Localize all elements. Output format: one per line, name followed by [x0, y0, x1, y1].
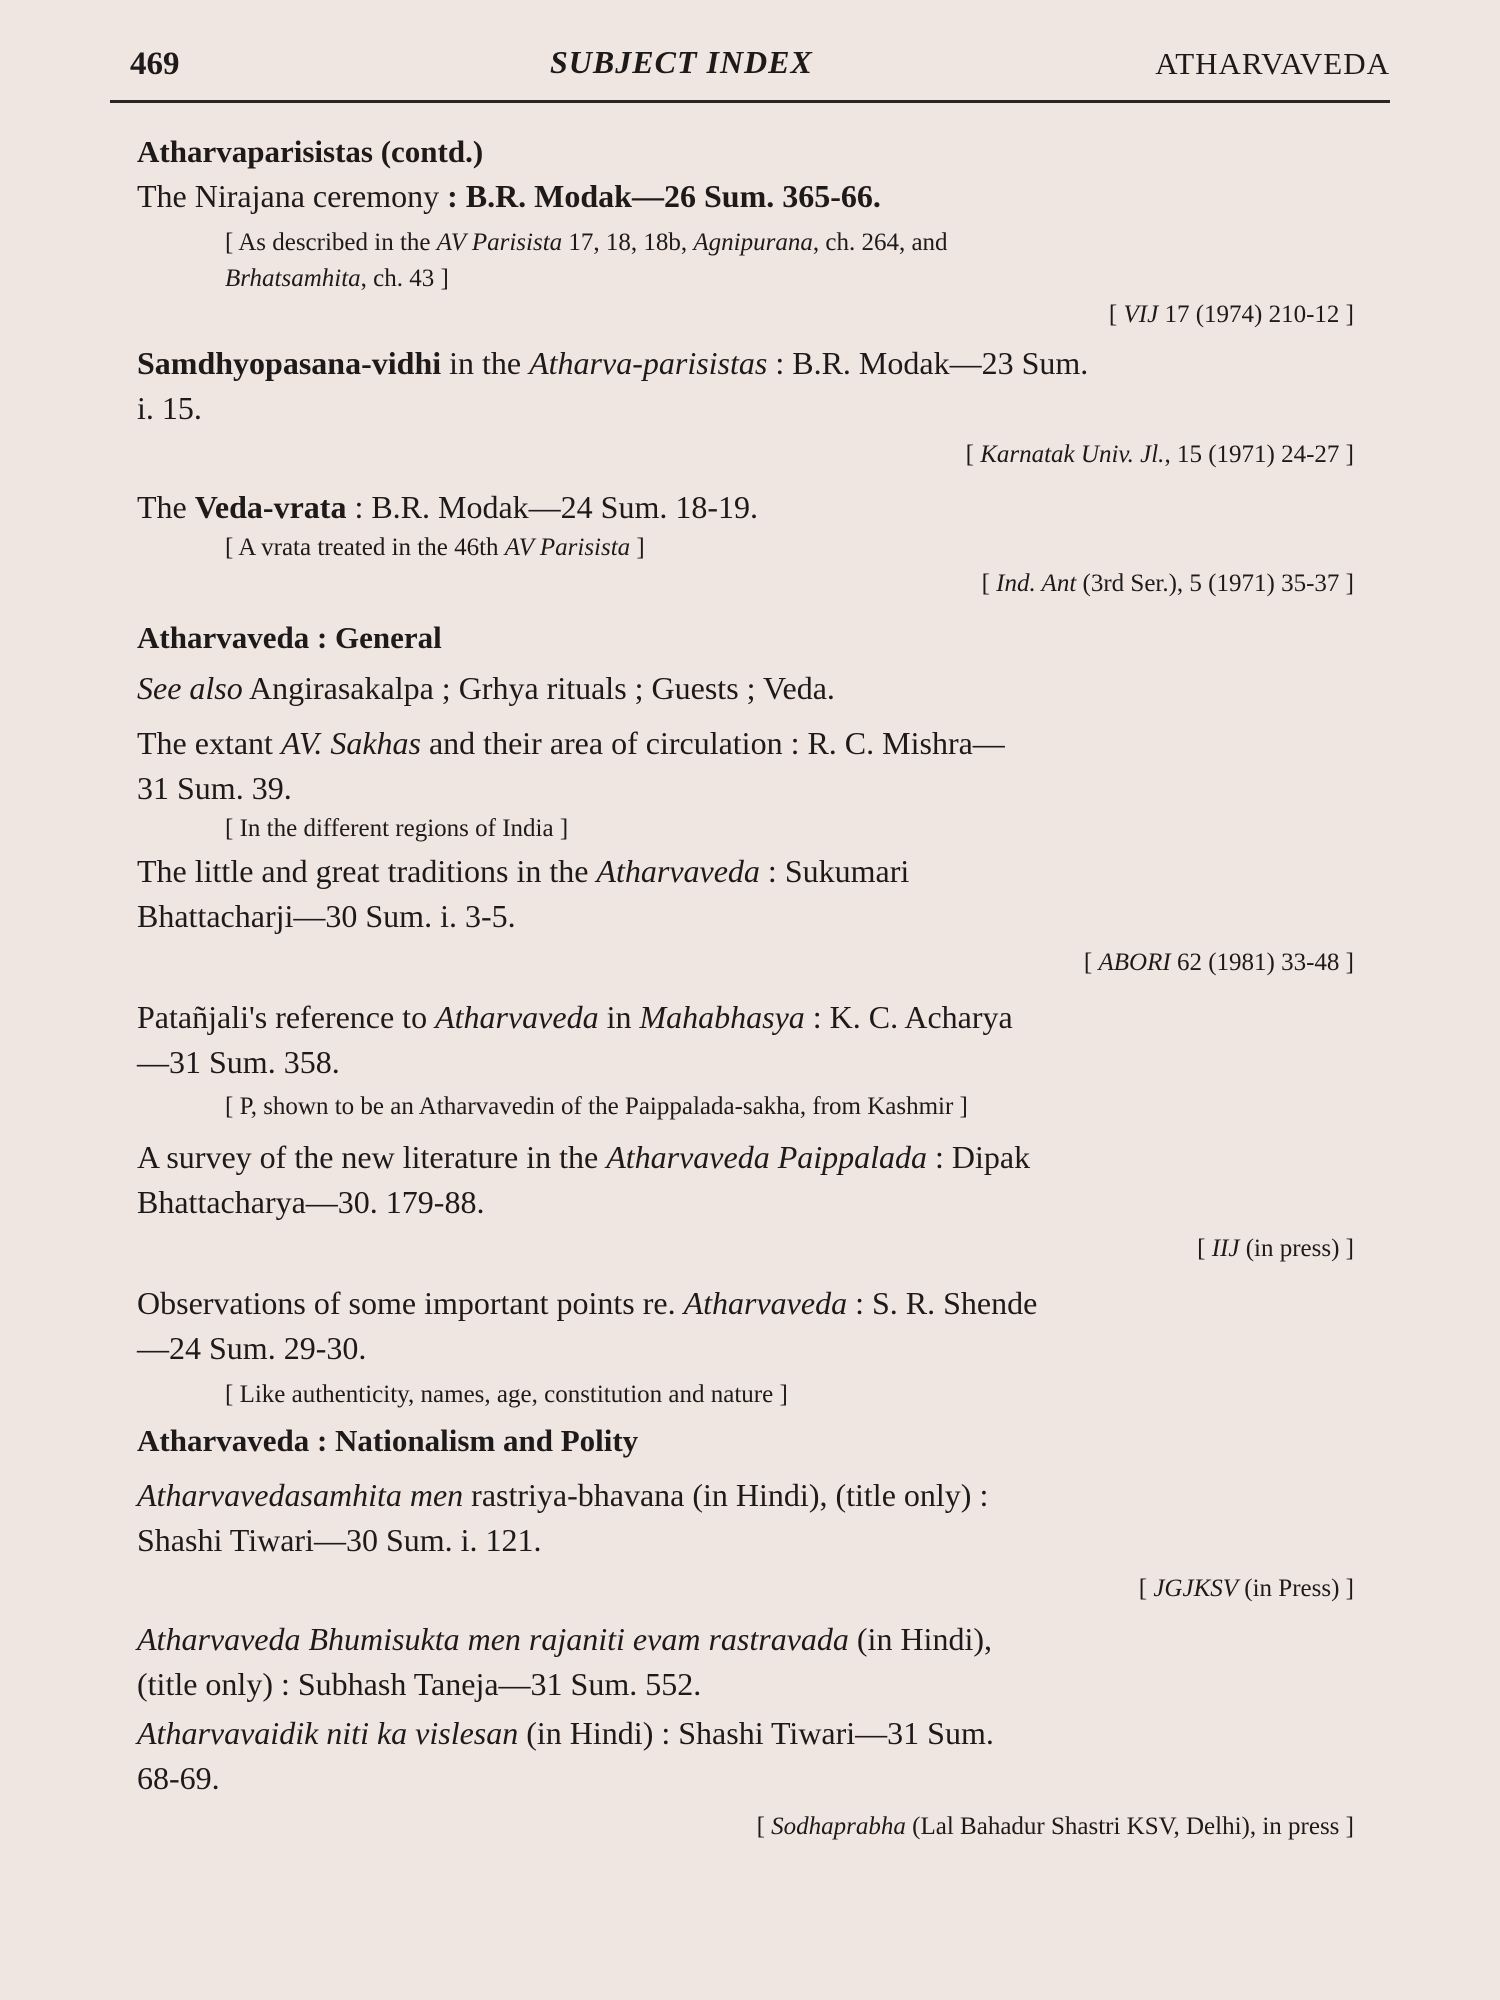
entry-note: [ In the different regions of India ]	[225, 815, 569, 842]
page-number: 469	[130, 46, 180, 82]
index-entry: The extant AV. Sakhas and their area of circulation : R. C. Mishra— 31 Sum. 39.	[137, 725, 1005, 806]
index-entry: The little and great traditions in the Atharvaveda : Sukumari Bhattacharji—30 Sum. i. 3-5.	[137, 853, 910, 934]
header-rule	[110, 100, 1390, 103]
section-heading: Atharvaparisistas (contd.)	[137, 134, 484, 169]
entry-note: [ As described in the AV Parisista 17, 18, 18b, Agnipurana, ch. 264, and Brhatsamhita, ch. 43 ]	[225, 229, 948, 292]
entry-note: [ Like authenticity, names, age, constitution and nature ]	[225, 1381, 788, 1408]
entry-source: [ Ind. Ant (3rd Ser.), 5 (1971) 35-37 ]	[981, 570, 1354, 597]
index-entry: Atharvaveda Bhumisukta men rajaniti evam rastravada (in Hindi), (title only) : Subhash Taneja—31 Sum. 552.	[137, 1621, 992, 1702]
index-entry: The Veda-vrata : B.R. Modak—24 Sum. 18-19.	[137, 489, 759, 525]
index-entry: The Nirajana ceremony : B.R. Modak—26 Sum. 365-66.	[137, 178, 881, 214]
entry-source: [ IIJ (in press) ]	[1197, 1235, 1354, 1262]
section-heading: Atharvaveda : Nationalism and Polity	[137, 1423, 639, 1458]
index-body	[137, 130, 1382, 1845]
index-entry: Samdhyopasana-vidhi in the Atharva-parisistas : B.R. Modak—23 Sum. i. 15.	[137, 345, 1089, 426]
section-title: ATHARVAVEDA	[1155, 46, 1390, 81]
index-entry: Patañjali's reference to Atharvaveda in Mahabhasya : K. C. Acharya —31 Sum. 358.	[137, 999, 1013, 1080]
index-entry: Atharvavedasamhita men rastriya-bhavana (in Hindi), (title only) : Shashi Tiwari—30 Sum. i. 121.	[137, 1477, 989, 1558]
entry-source: [ JGJKSV (in Press) ]	[1138, 1575, 1354, 1602]
section-heading: Atharvaveda : General	[137, 620, 442, 655]
running-title: SUBJECT INDEX	[550, 44, 813, 80]
see-also-line: See also Angirasakalpa ; Grhya rituals ; Guests ; Veda.	[137, 670, 835, 706]
entry-note: [ P, shown to be an Atharvavedin of the Paippalada-sakha, from Kashmir ]	[225, 1093, 968, 1120]
entry-source: [ Karnatak Univ. Jl., 15 (1971) 24-27 ]	[965, 441, 1354, 468]
entry-source: [ ABORI 62 (1981) 33-48 ]	[1083, 949, 1354, 976]
index-entry: Observations of some important points re. Atharvaveda : S. R. Shende —24 Sum. 29-30.	[137, 1285, 1038, 1366]
index-entry: A survey of the new literature in the Atharvaveda Paippalada : Dipak Bhattacharya—30. 179-88.	[137, 1139, 1031, 1220]
index-entry: Atharvavaidik niti ka vislesan (in Hindi) : Shashi Tiwari—31 Sum. 68-69.	[137, 1715, 994, 1796]
entry-source: [ Sodhaprabha (Lal Bahadur Shastri KSV, Delhi), in press ]	[756, 1813, 1354, 1840]
entry-source: [ VIJ 17 (1974) 210-12 ]	[1108, 301, 1354, 328]
page-header	[130, 40, 1390, 86]
entry-note: [ A vrata treated in the 46th AV Parisista ]	[225, 534, 645, 561]
